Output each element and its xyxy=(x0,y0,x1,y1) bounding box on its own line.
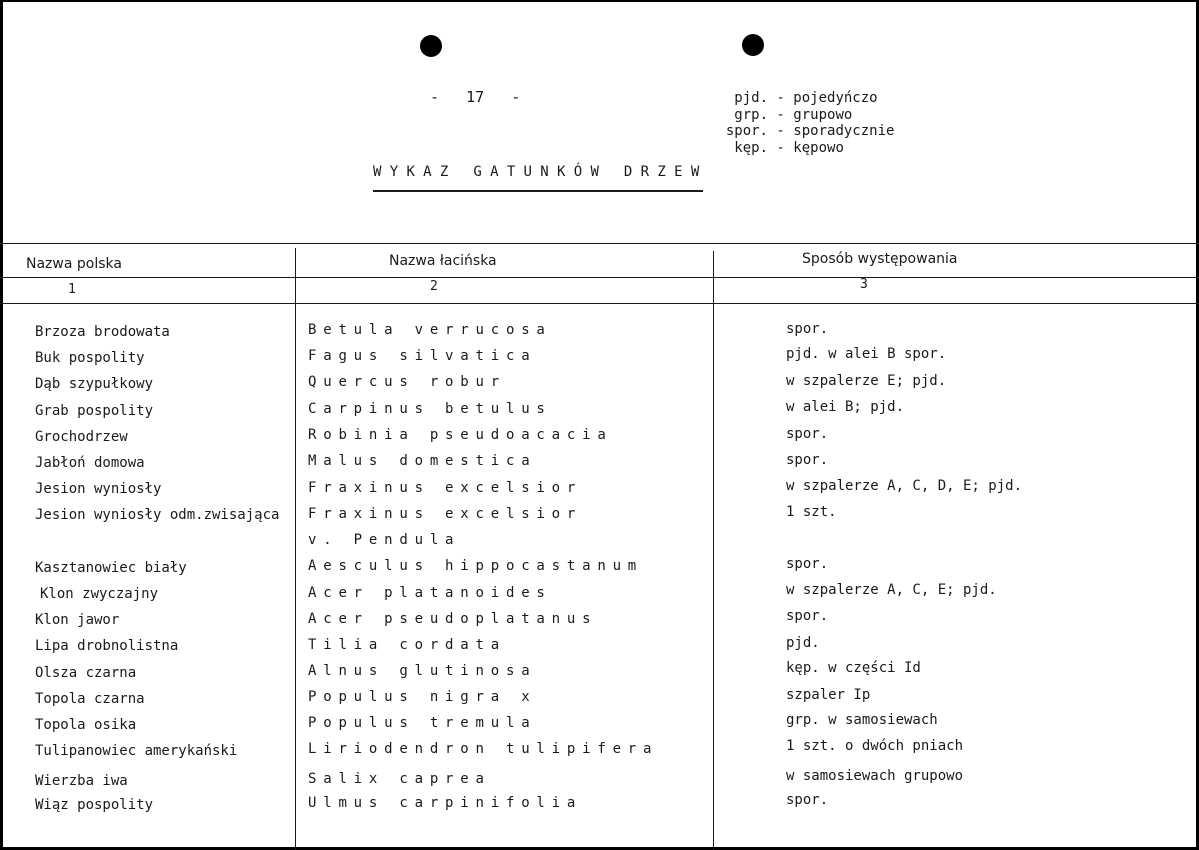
legend-row xyxy=(700,123,894,140)
header-polish-name: Nazwa polska xyxy=(26,256,122,272)
latin-name: Fagus silvatica xyxy=(308,348,537,364)
latin-name: Fraxinus excelsior xyxy=(308,506,583,522)
header-latin-name: Nazwa łacińska xyxy=(389,253,497,269)
legend-abbr: spor. xyxy=(725,123,768,139)
legend-row xyxy=(700,90,894,107)
legend-separator: - xyxy=(768,106,794,123)
occurrence: w alei B; pjd. xyxy=(786,399,905,415)
polish-name: Brzoza brodowata xyxy=(35,324,170,340)
legend-meaning: kępowo xyxy=(793,139,844,156)
latin-name: Malus domestica xyxy=(308,453,537,469)
latin-name: Alnus glutinosa xyxy=(308,663,537,679)
legend-abbr: pjd. xyxy=(734,90,768,106)
occurrence: grp. w samosiewach xyxy=(786,712,938,728)
occurrence: kęp. w części Id xyxy=(786,660,921,676)
polish-name: Dąb szypułkowy xyxy=(35,376,154,392)
occurrence: w szpalerze A, C, D, E; pjd. xyxy=(786,478,1023,494)
occurrence: spor. xyxy=(786,556,829,572)
latin-name: Ulmus carpinifolia xyxy=(308,795,583,811)
header-rule xyxy=(0,277,1199,278)
column-number-3: 3 xyxy=(860,277,868,292)
polish-name: Topola osika xyxy=(35,717,137,733)
legend-separator: - xyxy=(768,123,794,139)
occurrence: w szpalerze A, C, E; pjd. xyxy=(786,582,997,598)
latin-name: Liriodendron tulipifera xyxy=(308,741,659,757)
column-number-1: 1 xyxy=(68,282,76,297)
latin-name: Carpinus betulus xyxy=(308,401,552,417)
table-top-rule xyxy=(0,243,1199,244)
legend-meaning: pojedyńczo xyxy=(793,90,878,106)
punch-hole-right xyxy=(742,34,764,56)
latin-name: Acer pseudoplatanus xyxy=(308,611,598,627)
polish-name: Wierzba iwa xyxy=(35,773,128,789)
polish-name: Tulipanowiec amerykański xyxy=(35,743,238,759)
legend-separator: - xyxy=(768,90,794,106)
document-title: WYKAZ GATUNKÓW DRZEW xyxy=(373,164,708,180)
occurrence: spor. xyxy=(786,426,829,442)
occurrence: spor. xyxy=(786,321,829,337)
latin-name: Robinia pseudoacacia xyxy=(308,427,613,443)
polish-name: Grochodrzew xyxy=(35,429,128,445)
column-divider-1 xyxy=(295,248,296,850)
occurrence: 1 szt. xyxy=(786,504,837,520)
occurrence: spor. xyxy=(786,792,829,808)
latin-name: v. Pendula xyxy=(308,532,461,548)
abbreviation-legend xyxy=(700,90,894,156)
occurrence: spor. xyxy=(786,608,829,624)
polish-name: Jesion wyniosły xyxy=(35,481,162,497)
latin-name: Populus tremula xyxy=(308,715,537,731)
polish-name: Klon zwyczajny xyxy=(40,586,159,602)
polish-name: Grab pospolity xyxy=(35,403,154,419)
polish-name: Topola czarna xyxy=(35,691,145,707)
polish-name: Buk pospolity xyxy=(35,350,145,366)
polish-name: Jesion wyniosły odm.zwisająca xyxy=(35,507,280,523)
page-number: - 17 - xyxy=(430,88,521,106)
legend-abbr: kęp. xyxy=(734,139,768,156)
latin-name: Acer platanoides xyxy=(308,585,552,601)
polish-name: Wiąz pospolity xyxy=(35,797,154,813)
polish-name: Klon jawor xyxy=(35,612,120,628)
header-occurrence: Sposób występowania xyxy=(802,251,958,267)
polish-name: Lipa drobnolistna xyxy=(35,638,179,654)
column-divider-2 xyxy=(713,251,714,850)
occurrence: pjd. w alei B spor. xyxy=(786,346,947,362)
column-number-2: 2 xyxy=(430,279,438,294)
polish-name: Kasztanowiec biały xyxy=(35,560,187,576)
punch-hole-left xyxy=(420,35,442,57)
legend-row xyxy=(700,140,894,157)
latin-name: Aesculus hippocastanum xyxy=(308,558,644,574)
legend-abbr: grp. xyxy=(734,106,768,123)
legend-meaning: grupowo xyxy=(793,106,853,123)
legend-separator: - xyxy=(768,139,794,156)
legend-row xyxy=(700,107,894,124)
legend-meaning: sporadycznie xyxy=(793,123,895,139)
latin-name: Fraxinus excelsior xyxy=(308,480,583,496)
polish-name: Olsza czarna xyxy=(35,665,137,681)
occurrence: w samosiewach grupowo xyxy=(786,768,964,784)
latin-name: Tilia cordata xyxy=(308,637,506,653)
title-underline xyxy=(373,190,703,192)
polish-name: Jabłoń domowa xyxy=(35,455,145,471)
latin-name: Salix caprea xyxy=(308,771,491,787)
occurrence: pjd. xyxy=(786,635,820,651)
latin-name: Populus nigra x xyxy=(308,689,537,705)
occurrence: szpaler Ip xyxy=(786,687,871,703)
occurrence: w szpalerze E; pjd. xyxy=(786,373,947,389)
latin-name: Betula verrucosa xyxy=(308,322,552,338)
occurrence: spor. xyxy=(786,452,829,468)
latin-name: Quercus robur xyxy=(308,374,506,390)
column-number-rule xyxy=(0,303,1199,304)
occurrence: 1 szt. o dwóch pniach xyxy=(786,738,964,754)
